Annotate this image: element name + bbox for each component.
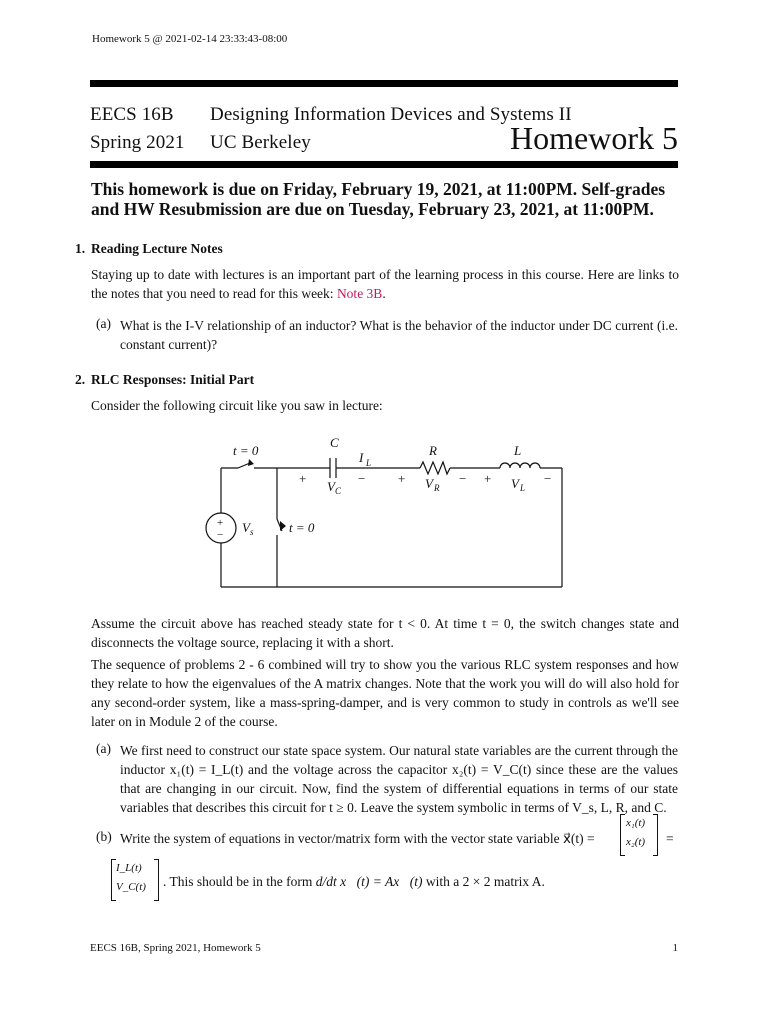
vl-plus: + bbox=[484, 471, 492, 486]
section-1-number: 1. bbox=[75, 241, 86, 256]
section-2-number: 2. bbox=[75, 372, 86, 387]
section-1-title: Reading Lecture Notes bbox=[91, 241, 223, 256]
term: Spring 2021 bbox=[90, 132, 185, 153]
source-sub-label: s bbox=[250, 527, 254, 537]
section-1-para-post: . bbox=[382, 286, 386, 301]
vector1-top: x₁(t) bbox=[626, 817, 646, 829]
homework-title: Homework 5 bbox=[510, 120, 678, 156]
vr-plus: + bbox=[398, 471, 406, 486]
vc-label: V bbox=[327, 479, 335, 494]
vc-sub-label: C bbox=[335, 486, 342, 496]
course-code: EECS 16B bbox=[90, 104, 174, 125]
section-2-part-b-text-1: Write the system of equations in vector/matrix form with the vector state variable x⃗(t) = bbox=[120, 831, 595, 846]
section-1-para-pre: Staying up to date with lectures is an important part of the learning process in this course. Here are links to the notes that you need to read for this week: bbox=[91, 267, 679, 301]
section-2-title: RLC Responses: Initial Part bbox=[91, 372, 255, 387]
section-2-part-a-text: We first need to construct our state space system. Our natural state variables are the current through the inductor x₁(t) = I_L(t) and the voltage across the capacitor x₂(t) = V_C(t) since these are the values that are changing in our circuit. Now, find the system of differential equations in terms of our state variables that describes this circuit for t ≥ 0. Leave the system symbolic in terms of V_s, L, R, and C. bbox=[120, 743, 678, 815]
vector1-bottom: x₂(t) bbox=[626, 836, 646, 848]
current-sub-label: L bbox=[366, 458, 372, 468]
section-2-para-2: The sequence of problems 2 - 6 combined will try to show you the various RLC system responses and how they relate to how the eigenvalues of the A matrix changes. Note that the work you will do will also hold for any second-order system, like a mass-spring-damper, and is very common to study in controls as we'll see later on in Module 2 of the course. bbox=[91, 657, 679, 729]
vector2-bottom: V_C(t) bbox=[116, 881, 146, 893]
vl-sub-label: L bbox=[520, 483, 526, 493]
section-2-intro: Consider the following circuit like you saw in lecture: bbox=[91, 398, 383, 413]
note-3b-link[interactable]: Note 3B bbox=[336, 286, 383, 301]
vr-sub-label: R bbox=[434, 483, 440, 493]
vr-minus: − bbox=[459, 471, 467, 486]
vector2-top: I_L(t) bbox=[116, 862, 142, 874]
switch-top-arrow bbox=[248, 459, 254, 466]
state-vector-2-bracket bbox=[111, 859, 159, 901]
vc-plus: + bbox=[299, 471, 307, 486]
switch-top-label: t = 0 bbox=[233, 443, 259, 458]
source-plus: + bbox=[217, 517, 224, 529]
source-label: V bbox=[242, 520, 250, 535]
source-minus: − bbox=[217, 529, 224, 541]
vl-minus: − bbox=[544, 471, 552, 486]
vc-minus: − bbox=[358, 471, 366, 486]
inductor-label: L bbox=[514, 443, 522, 458]
part-b-text-2: . This should be in the form bbox=[163, 874, 313, 889]
vr-label: V bbox=[425, 476, 433, 491]
current-label: I bbox=[359, 450, 364, 465]
inductor-coils bbox=[500, 463, 540, 468]
capacitor-label: C bbox=[330, 435, 339, 450]
section-1-part-a-label: (a) bbox=[96, 316, 111, 331]
section-2-part-a-label: (a) bbox=[96, 741, 111, 756]
part-b-text-3: with a 2 × 2 matrix A. bbox=[425, 874, 545, 889]
switch-bottom-arrow bbox=[280, 521, 286, 531]
top-note: Homework 5 @ 2021-02-14 23:33:43-08:00 bbox=[92, 33, 288, 45]
resistor-zigzag bbox=[420, 462, 450, 474]
switch-bottom-label: t = 0 bbox=[289, 520, 315, 535]
due-notice: This homework is due on Friday, February 19, 2021, at 11:00PM. Self-grades and HW Resubmission are due on Tuesday, February 23, 2021, at 11:00PM. bbox=[91, 179, 666, 219]
vl-label: V bbox=[511, 476, 519, 491]
footer-page-number: 1 bbox=[672, 942, 678, 954]
state-vector-bracket bbox=[620, 814, 658, 856]
section-1-part-a-text: What is the I-V relationship of an inductor? What is the behavior of the inductor under DC current (i.e. constant current)? bbox=[120, 318, 678, 352]
school: UC Berkeley bbox=[210, 132, 311, 153]
footer-left: EECS 16B, Spring 2021, Homework 5 bbox=[90, 942, 261, 954]
part-b-form: d/dt x⃗(t) = Ax⃗(t) bbox=[315, 874, 423, 889]
section-2-part-b-label: (b) bbox=[96, 829, 112, 844]
section-2-para-1: Assume the circuit above has reached steady state for t < 0. At time t = 0, the switch changes state and disconnects the voltage source, replacing it with a short. bbox=[91, 616, 679, 650]
equals-sign: = bbox=[666, 831, 674, 846]
resistor-label: R bbox=[429, 443, 437, 458]
course-name: Designing Information Devices and Systems II bbox=[210, 104, 572, 125]
section-2-part-b-line-2 bbox=[163, 872, 545, 891]
